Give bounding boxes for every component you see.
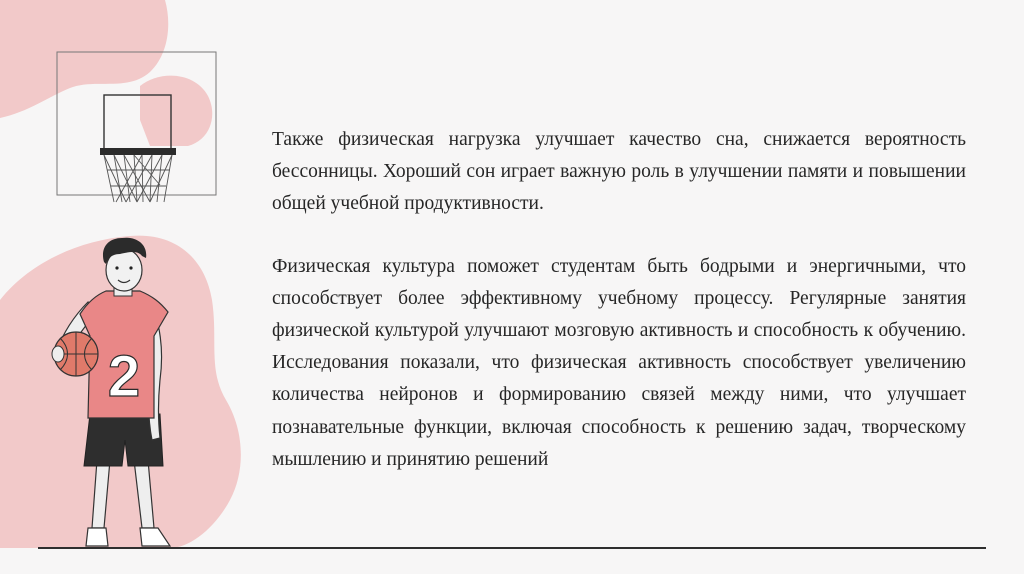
- player-eye: [129, 266, 132, 269]
- player-hand: [52, 346, 64, 362]
- body-text: [272, 124, 966, 476]
- pink-blob-hoop: [140, 76, 212, 146]
- jersey-number: 2: [107, 344, 141, 409]
- player-eye: [115, 266, 118, 269]
- paragraph-physical-culture: Физическая культура поможет студентам быть бодрыми и энергичными, что способствует более эффективному учебному процессу. Регулярные занятия физической культурой улучшают мозговую активность и способность к обучению. Исследования показали, что физическая активность способствует увеличению количества нейронов и формированию связей между ними, что улучшает познавательные функции, включая способность к решению задач, творческому мышлению и принятию решений: [272, 255, 966, 470]
- floor-line: [38, 547, 986, 549]
- hoop-rim: [100, 148, 176, 155]
- paragraph-sleep: Также физическая нагрузка улучшает качество сна, снижается вероятность бессонницы. Хороший сон играет важную роль в улучшении памяти и повышении общей учебной продуктивности.: [272, 129, 966, 215]
